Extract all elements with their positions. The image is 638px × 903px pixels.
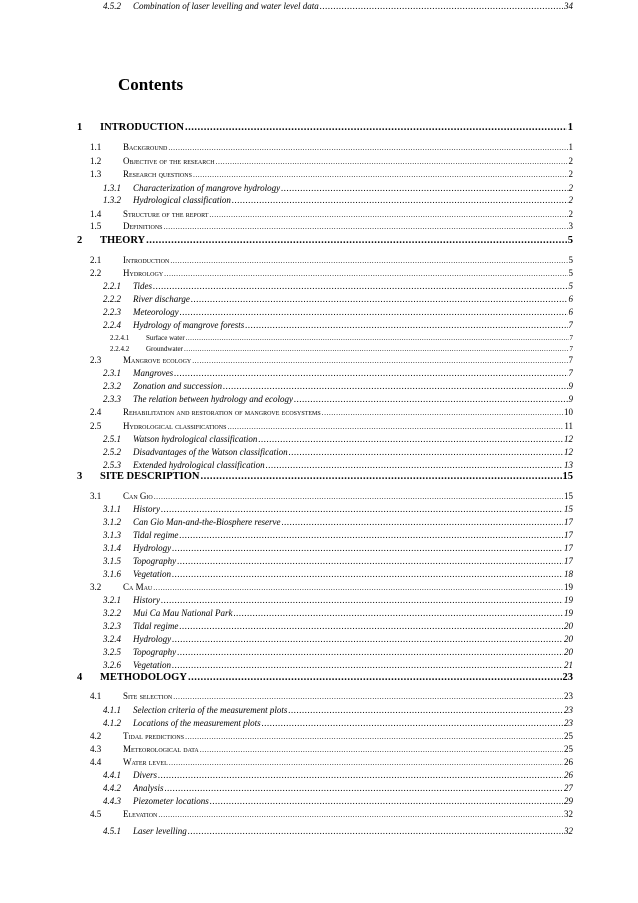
toc-entry[interactable] xyxy=(0,182,638,193)
toc-entry-title: Combination of laser levelling and water level data xyxy=(133,2,319,11)
dot-leader xyxy=(245,321,567,330)
toc-entry[interactable] xyxy=(0,581,638,592)
toc-entry-number: 2 xyxy=(77,234,83,246)
toc-entry-page: 12 xyxy=(564,435,573,444)
toc-entry-page: 7 xyxy=(568,369,573,378)
toc-entry-number: 3.2.2 xyxy=(103,608,121,618)
toc-entry-page: 13 xyxy=(564,461,573,470)
toc-entry-title: Can Gio xyxy=(123,492,153,501)
dot-leader xyxy=(201,472,562,483)
toc-entry-number: 2.5.2 xyxy=(103,447,121,457)
toc-entry-number: 4.4 xyxy=(90,757,102,767)
toc-entry-number: 4.5.1 xyxy=(103,826,121,836)
dot-leader xyxy=(161,505,563,514)
toc-entry-number: 1 xyxy=(77,121,83,133)
toc-entry-number: 3.1.4 xyxy=(103,543,121,553)
toc-entry[interactable] xyxy=(0,782,638,793)
dot-leader xyxy=(179,531,563,540)
toc-entry-number: 1.3.2 xyxy=(103,195,121,205)
dot-leader xyxy=(322,409,563,417)
toc-entry-page: 15 xyxy=(564,505,573,514)
toc-entry-page: 25 xyxy=(564,732,573,741)
toc-entry-page: 23 xyxy=(562,672,573,683)
toc-entry[interactable] xyxy=(0,730,638,741)
toc-entry-number: 2.4 xyxy=(90,407,102,417)
dot-leader xyxy=(184,346,569,353)
toc-entry-title: Hydrology xyxy=(133,635,172,644)
toc-entry-title: Hydrological classification xyxy=(133,196,231,205)
toc-entry-page: 23 xyxy=(564,719,573,728)
toc-entry-page: 3 xyxy=(568,222,573,231)
toc-entry-page: 2 xyxy=(568,210,573,219)
toc-entry-page: 10 xyxy=(564,408,573,417)
toc-entry[interactable] xyxy=(0,343,638,353)
toc-entry-title: Site selection xyxy=(123,692,173,701)
toc-entry[interactable] xyxy=(0,208,638,219)
toc-entry-title: Tidal regime xyxy=(133,622,179,631)
toc-entry-title: Structure of the report xyxy=(123,210,209,219)
toc-entry-number: 3.1.2 xyxy=(103,517,121,527)
toc-entry-page: 5 xyxy=(568,269,573,278)
dot-leader xyxy=(200,746,563,754)
toc-entry-number: 3.2.1 xyxy=(103,595,121,605)
toc-entry-number: 2.2.2 xyxy=(103,294,121,304)
toc-entry[interactable] xyxy=(0,168,638,179)
toc-entry-page: 17 xyxy=(564,531,573,540)
toc-entry-title: Topography xyxy=(133,648,177,657)
toc-entry-title: Topography xyxy=(133,557,177,566)
dot-leader xyxy=(191,295,568,304)
toc-entry-title: Vegetation xyxy=(133,661,171,670)
toc-entry-title: Mui Ca Mau National Park xyxy=(133,609,233,618)
toc-entry-number: 4.1.1 xyxy=(103,705,121,715)
toc-entry[interactable] xyxy=(0,620,638,631)
toc-entry[interactable] xyxy=(0,433,638,444)
toc-entry[interactable] xyxy=(0,470,638,482)
dot-leader xyxy=(188,827,563,836)
dot-leader xyxy=(172,635,563,644)
dot-leader xyxy=(210,797,563,806)
toc-entry[interactable] xyxy=(0,380,638,391)
toc-entry-page: 20 xyxy=(564,648,573,657)
toc-entry-number: 4.1.2 xyxy=(103,718,121,728)
toc-entry-title: Hydrology of mangrove forests xyxy=(133,321,245,330)
toc-entry-number: 4 xyxy=(77,671,83,683)
toc-entry-number: 4.4.3 xyxy=(103,796,121,806)
toc-entry-page: 12 xyxy=(564,448,573,457)
toc-entry-title: Background xyxy=(123,143,168,152)
toc-entry-number: 2.2 xyxy=(90,268,102,278)
toc-entry[interactable] xyxy=(0,555,638,566)
dot-leader xyxy=(174,369,567,378)
toc-entry-number: 1.3 xyxy=(90,169,102,179)
dot-leader xyxy=(158,811,563,819)
toc-entry-number: 4.1 xyxy=(90,691,102,701)
toc-entry[interactable] xyxy=(0,367,638,378)
toc-entry-page: 17 xyxy=(564,518,573,527)
toc-entry-number: 3.1.1 xyxy=(103,504,121,514)
toc-entry-page: 19 xyxy=(564,596,573,605)
toc-entry-page: 19 xyxy=(564,609,573,618)
toc-entry-title: Hydrology xyxy=(133,544,172,553)
toc-entry-page: 9 xyxy=(568,382,573,391)
toc-entry[interactable] xyxy=(0,542,638,553)
toc-entry-page: 34 xyxy=(564,2,573,11)
toc-entry-title: Ca Mau xyxy=(123,583,153,592)
toc-entry-page: 21 xyxy=(564,661,573,670)
dot-leader xyxy=(320,2,563,11)
toc-entry-page: 25 xyxy=(564,745,573,754)
toc-entry-title: Divers xyxy=(133,771,157,780)
toc-entry[interactable] xyxy=(0,671,638,683)
toc-entry-number: 1.2 xyxy=(90,156,102,166)
toc-entry-title: Piezometer locations xyxy=(133,797,209,806)
toc-entry-page: 7 xyxy=(568,321,573,330)
toc-entry-page: 7 xyxy=(569,335,573,342)
toc-entry-number: 4.5.2 xyxy=(103,1,121,11)
toc-entry-title: Elevation xyxy=(123,810,158,819)
toc-entry-title: The relation between hydrology and ecology xyxy=(133,395,294,404)
toc-entry-page: 20 xyxy=(564,635,573,644)
dot-leader xyxy=(168,144,567,152)
dot-leader xyxy=(153,584,563,592)
toc-entry[interactable] xyxy=(0,121,638,133)
dot-leader xyxy=(232,196,568,205)
toc-entry[interactable] xyxy=(0,690,638,701)
dot-leader xyxy=(258,435,563,444)
dot-leader xyxy=(216,158,568,166)
toc-entry[interactable] xyxy=(0,234,638,246)
toc-entry-page: 9 xyxy=(568,395,573,404)
toc-entry-title: Selection criteria of the measurement plots xyxy=(133,706,288,715)
toc-entry[interactable] xyxy=(0,220,638,231)
toc-entry[interactable] xyxy=(0,393,638,404)
dot-leader xyxy=(294,395,567,404)
dot-leader xyxy=(193,171,568,179)
toc-entry-page: 2 xyxy=(568,184,573,193)
toc-entry-page: 5 xyxy=(568,282,573,291)
toc-entry[interactable] xyxy=(0,717,638,728)
toc-entry-title: THEORY xyxy=(100,235,146,246)
toc-entry-title: Definitions xyxy=(123,222,163,231)
toc-entry-title: Laser levelling xyxy=(133,827,187,836)
toc-entry-number: 3.2.3 xyxy=(103,621,121,631)
dot-leader xyxy=(170,257,567,265)
toc-entry[interactable] xyxy=(0,594,638,605)
toc-entry-title: Hydrological classifications xyxy=(123,422,227,431)
toc-entry-page: 2 xyxy=(568,170,573,179)
toc-entry-title: Objective of the research xyxy=(123,157,215,166)
toc-entry-page: 26 xyxy=(564,771,573,780)
dot-leader xyxy=(281,184,567,193)
toc-entry-page: 7 xyxy=(568,356,573,365)
toc-entry-number: 2.3.3 xyxy=(103,394,121,404)
dot-leader xyxy=(209,211,567,219)
toc-entry[interactable] xyxy=(0,306,638,317)
toc-entry[interactable] xyxy=(0,490,638,501)
toc-entry-title: Mangrove ecology xyxy=(123,356,192,365)
toc-entry[interactable] xyxy=(0,503,638,514)
toc-entry[interactable] xyxy=(0,319,638,330)
toc-entry-title: History xyxy=(133,596,160,605)
toc-entry-page: 27 xyxy=(564,784,573,793)
toc-entry-number: 3.1.3 xyxy=(103,530,121,540)
toc-entry-number: 3.1.6 xyxy=(103,569,121,579)
page-title: Contents xyxy=(118,75,184,94)
toc-entry-page: 1 xyxy=(568,143,573,152)
toc-entry-title: Rehabilitation and restoration of mangrove ecosystems xyxy=(123,408,321,417)
toc-entry[interactable] xyxy=(0,633,638,644)
toc-entry-title: Zonation and succession xyxy=(133,382,222,391)
toc-entry-number: 3.2.6 xyxy=(103,660,121,670)
toc-entry-page: 23 xyxy=(564,706,573,715)
toc-entry[interactable] xyxy=(0,141,638,152)
toc-entry-page: 18 xyxy=(564,570,573,579)
toc-entry-title: Can Gio Man-and-the-Biosphere reserve xyxy=(133,518,281,527)
toc-entry-page: 23 xyxy=(564,692,573,701)
toc-entry-title: Extended hydrological classification xyxy=(133,461,265,470)
dot-leader xyxy=(173,693,563,701)
toc-entry-page: 6 xyxy=(568,308,573,317)
toc-entry-page: 15 xyxy=(562,471,573,482)
dot-leader xyxy=(177,648,563,657)
toc-entry-title: Water level xyxy=(123,758,168,767)
dot-leader xyxy=(234,609,564,618)
toc-entry-number: 2.2.4 xyxy=(103,320,121,330)
toc-entry-title: Tidal regime xyxy=(133,531,179,540)
toc-entry-number: 2.2.1 xyxy=(103,281,121,291)
toc-entry[interactable] xyxy=(0,459,638,470)
dot-leader xyxy=(172,544,563,553)
toc-entry[interactable] xyxy=(0,332,638,342)
toc-entry-title: Research questions xyxy=(123,170,192,179)
dot-leader xyxy=(146,236,567,247)
dot-leader xyxy=(180,308,568,317)
toc-entry[interactable] xyxy=(0,607,638,618)
dot-leader xyxy=(164,270,567,278)
toc-entry[interactable] xyxy=(0,646,638,657)
toc-entry-title: SITE DESCRIPTION xyxy=(100,471,200,482)
toc-entry-title: METHODOLOGY xyxy=(100,672,187,683)
toc-entry-number: 3.2 xyxy=(90,582,102,592)
toc-entry-page: 6 xyxy=(568,295,573,304)
toc-entry-title: Vegetation xyxy=(133,570,171,579)
toc-entry-number: 2.1 xyxy=(90,255,102,265)
toc-entry[interactable] xyxy=(0,516,638,527)
toc-entry-title: Mangroves xyxy=(133,369,174,378)
toc-entry-page: 17 xyxy=(564,557,573,566)
dot-leader xyxy=(223,382,568,391)
toc-entry[interactable] xyxy=(0,280,638,291)
toc-entry-title: History xyxy=(133,505,160,514)
toc-entry-number: 3.1.5 xyxy=(103,556,121,566)
dot-leader xyxy=(192,357,567,365)
toc-entry-title: Introduction xyxy=(123,256,170,265)
toc-entry[interactable] xyxy=(0,825,638,836)
dot-leader xyxy=(161,596,563,605)
dot-leader xyxy=(169,759,563,767)
toc-entry-number: 1.3.1 xyxy=(103,183,121,193)
toc-entry-number: 4.2 xyxy=(90,731,102,741)
toc-entry-number: 2.3.1 xyxy=(103,368,121,378)
toc-entry-number: 2.2.4.2 xyxy=(110,345,130,353)
toc-entry[interactable] xyxy=(0,155,638,166)
toc-entry-page: 5 xyxy=(567,235,573,246)
toc-entry[interactable] xyxy=(0,0,638,11)
toc-entry[interactable] xyxy=(0,420,638,431)
toc-entry-page: 1 xyxy=(567,122,573,133)
toc-entry-title: Meteorological data xyxy=(123,745,199,754)
toc-entry-title: Tides xyxy=(133,282,153,291)
toc-entry[interactable] xyxy=(0,795,638,806)
toc-entry-page: 20 xyxy=(564,622,573,631)
toc-entry-page: 11 xyxy=(564,422,573,431)
toc-entry-page: 2 xyxy=(568,196,573,205)
toc-entry-title: Watson hydrological classification xyxy=(133,435,258,444)
dot-leader xyxy=(153,282,567,291)
toc-entry[interactable] xyxy=(0,446,638,457)
toc-entry-number: 2.5.1 xyxy=(103,434,121,444)
toc-entry-number: 4.4.1 xyxy=(103,770,121,780)
toc-entry-page: 19 xyxy=(564,583,573,592)
toc-entry[interactable] xyxy=(0,529,638,540)
dot-leader xyxy=(262,719,563,728)
toc-entry-number: 4.3 xyxy=(90,744,102,754)
toc-entry-number: 2.5.3 xyxy=(103,460,121,470)
dot-leader xyxy=(266,461,563,470)
toc-entry[interactable] xyxy=(0,769,638,780)
toc-entry-number: 1.1 xyxy=(90,142,102,152)
toc-entry-number: 3 xyxy=(77,470,83,482)
dot-leader xyxy=(164,223,568,231)
toc-entry[interactable] xyxy=(0,808,638,819)
toc-entry-title: Hydrology xyxy=(123,269,164,278)
dot-leader xyxy=(172,661,563,670)
toc-entry-number: 3.2.4 xyxy=(103,634,121,644)
toc-entry[interactable] xyxy=(0,743,638,754)
toc-entry[interactable] xyxy=(0,568,638,579)
toc-entry[interactable] xyxy=(0,267,638,278)
dot-leader xyxy=(288,706,563,715)
dot-leader xyxy=(282,518,563,527)
dot-leader xyxy=(289,448,563,457)
dot-leader xyxy=(179,622,563,631)
toc-entry-title: Analysis xyxy=(133,784,164,793)
toc-entry-page: 5 xyxy=(568,256,573,265)
toc-entry[interactable] xyxy=(0,756,638,767)
toc-entry[interactable] xyxy=(0,406,638,417)
toc-entry-title: Groundwater xyxy=(146,346,183,353)
toc-entry-page: 29 xyxy=(564,797,573,806)
toc-entry-number: 2.5 xyxy=(90,421,102,431)
toc-entry-title: INTRODUCTION xyxy=(100,122,185,133)
toc-entry-title: Meteorology xyxy=(133,308,179,317)
dot-leader xyxy=(185,733,563,741)
toc-entry-title: Surface water xyxy=(146,335,185,342)
toc-entry[interactable] xyxy=(0,704,638,715)
toc-entry-page: 7 xyxy=(569,346,573,353)
toc-entry-page: 17 xyxy=(564,544,573,553)
toc-entry[interactable] xyxy=(0,293,638,304)
toc-entry-page: 32 xyxy=(564,827,573,836)
toc-entry-title: River discharge xyxy=(133,295,190,304)
dot-leader xyxy=(158,771,563,780)
dot-leader xyxy=(227,423,563,431)
toc-entry[interactable] xyxy=(0,659,638,670)
toc-entry[interactable] xyxy=(0,354,638,365)
toc-entry-page: 26 xyxy=(564,758,573,767)
toc-entry-title: Locations of the measurement plots xyxy=(133,719,261,728)
toc-entry-title: Characterization of mangrove hydrology xyxy=(133,184,281,193)
toc-entry-number: 2.2.3 xyxy=(103,307,121,317)
dot-leader xyxy=(177,557,563,566)
dot-leader xyxy=(165,784,564,793)
toc-entry-number: 1.4 xyxy=(90,209,102,219)
dot-leader xyxy=(172,570,563,579)
toc-entry-number: 4.5 xyxy=(90,809,102,819)
toc-entry-number: 2.2.4.1 xyxy=(110,334,130,342)
toc-entry-page: 2 xyxy=(568,157,573,166)
dot-leader xyxy=(185,123,567,134)
toc-entry-number: 3.1 xyxy=(90,491,102,501)
dot-leader xyxy=(186,335,569,342)
toc-entry-number: 4.4.2 xyxy=(103,783,121,793)
toc-entry-page: 32 xyxy=(564,810,573,819)
dot-leader xyxy=(188,673,562,684)
toc-entry-title: Disadvantages of the Watson classification xyxy=(133,448,288,457)
toc-entry-page: 15 xyxy=(564,492,573,501)
toc-entry[interactable] xyxy=(0,254,638,265)
toc-entry-number: 3.2.5 xyxy=(103,647,121,657)
toc-entry-number: 2.3 xyxy=(90,355,102,365)
toc-entry[interactable] xyxy=(0,194,638,205)
toc-entry-title: Tidal predictions xyxy=(123,732,185,741)
dot-leader xyxy=(154,493,563,501)
toc-entry-number: 2.3.2 xyxy=(103,381,121,391)
toc-entry-number: 1.5 xyxy=(90,221,102,231)
